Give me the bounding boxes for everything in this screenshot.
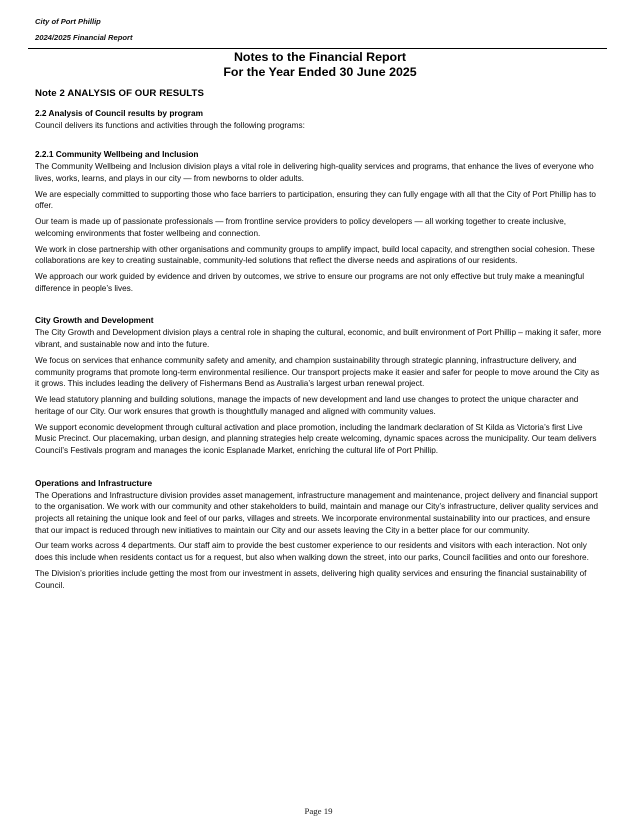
section-city-growth — [35, 315, 605, 456]
doc-title-line2: For the Year Ended 30 June 2025 — [223, 64, 417, 79]
section-heading: Operations and Infrastructure — [35, 477, 153, 488]
body-paragraph: We lead statutory planning and building solutions, manage the impacts of new development and land use changes to protect the unique character and heritage of our City. Our work ensures that growth is thoughtfully managed and aligned with community values. — [35, 395, 579, 416]
body-paragraph: Our team is made up of passionate professionals — from frontline service providers to policy developers — all working together to create inclusive, welcoming environments that foster wellbeing and connection. — [35, 217, 567, 238]
report-name: 2024/2025 Financial Report — [35, 33, 133, 42]
document-footer — [0, 801, 637, 819]
body-paragraph: We work in close partnership with other organisations and community groups to amplify impact, build local capacity, and strengthen social cohesion. These collaborations are key to creating sustainable, community-led solutions that reflect the diverse needs and aspirations of our residents. — [35, 244, 595, 266]
body-paragraph: Our team works across 4 departments. Our staff aim to provide the best customer experience to our residents and visitors with each interaction. Not only does this include when residents contact us for a request, but also when walking down the street, into our parks, Council facilities and onto our foreshore. — [35, 541, 589, 563]
section-operations-infrastructure — [35, 478, 605, 592]
section-analysis-by-program — [35, 108, 605, 132]
section-heading: 2.2.1 Community Wellbeing and Inclusion — [35, 149, 199, 160]
body-paragraph: We support economic development through cultural activation and place promotion, including the landmark declaration of St Kilda as Victoria’s first Live Music Precinct. Our placemaking, urban design, and planning strategies help create welcoming, dynamic spaces across the municipality. Our team delivers Council’s Festivals program and manages the iconic Esplanade Market, enriching the cultural life of Port Phillip. — [35, 422, 597, 455]
org-name: City of Port Phillip — [35, 17, 101, 26]
body-paragraph: We are especially committed to supporting those who face barriers to participation, ensuring they can fully engage with all that the City of Port Phillip has to offer. — [35, 189, 596, 211]
body-paragraph: The City Growth and Development division plays a central role in shaping the cultural, economic, and built environment of Port Phillip – making it safer, more vibrant, and sustainable now and into the future. — [35, 328, 602, 350]
section-heading: 2.2 Analysis of Council results by program — [35, 107, 203, 118]
page-number: Page 19 — [304, 806, 333, 816]
body-paragraph: The Division’s priorities include getting the most from our investment in assets, delivering high quality services and ensuring the financial sustainability of Council. — [35, 568, 587, 590]
note-heading: Note 2 ANALYSIS OF OUR RESULTS — [35, 87, 204, 99]
body-paragraph: We focus on services that enhance community safety and amenity, and champion sustainability through strategic planning, infrastructure delivery, and community programs that promote long-term environmental resilience. Our transport projects make it easier and safer for people to move around the City as it grows. This includes leading the delivery of Fishermans Bend as Australia’s largest urban renewal project. — [35, 355, 600, 389]
doc-title-line1: Notes to the Financial Report — [233, 49, 407, 64]
body-paragraph: We approach our work guided by evidence and driven by outcomes, we strive to ensure our programs are not only effective but truly make a meaningful difference in people’s lives. — [35, 272, 585, 293]
body-paragraph: Council delivers its functions and activities through the following programs: — [35, 120, 305, 130]
body-paragraph: The Operations and Infrastructure division provides asset management, infrastructure management and maintenance, project delivery and financial support to the organisation. We work with our community and other stakeholders to build, maintain and manage our City’s infrastructure, deliver quality services and projects all retaining the unique look and feel of our parks, villages and streets. We incorporate environmental sustainability into our practices, and ensure that our impact is reduced through new initiatives to maintain our City and our assets leaving the City in a better place for our community. — [35, 490, 599, 535]
body-paragraph: The Community Wellbeing and Inclusion division plays a vital role in delivering high-quality services and programs, that enhance the lives of everyone who lives, works, learns, and plays in our city — from newborns to older adults. — [35, 162, 594, 183]
report-body — [35, 108, 605, 592]
section-heading: City Growth and Development — [35, 315, 154, 326]
document-header — [28, 18, 607, 49]
section-community-wellbeing — [35, 149, 605, 294]
title-block — [35, 50, 605, 80]
